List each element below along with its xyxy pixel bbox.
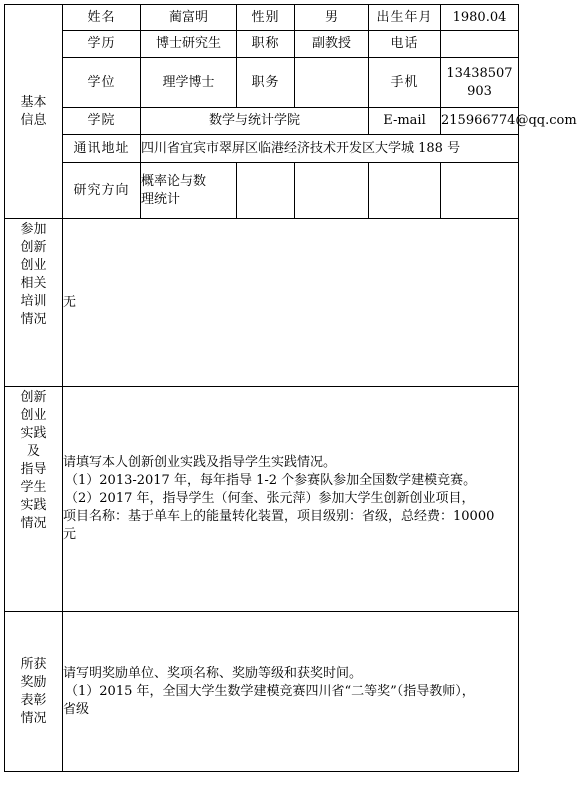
side-label-line: 创业: [20, 258, 47, 273]
awards-intro: 请写明奖励单位、奖项名称、奖励等级和获奖时间。: [63, 665, 363, 681]
side-label-line: 情况: [20, 312, 47, 327]
degree-label: 学位: [63, 58, 141, 108]
empty-cell: [295, 163, 369, 219]
gender-label: 性别: [237, 5, 295, 31]
row-degree: [5, 58, 519, 108]
research-label: 研究方向: [63, 163, 141, 219]
side-label-line: 基本: [20, 94, 47, 110]
birth-value: 1980.04: [441, 5, 519, 31]
side-label-line: 指导: [20, 462, 47, 477]
title-value: 副教授: [295, 31, 369, 58]
side-label-line: 创业: [20, 408, 47, 423]
title-label: 职称: [237, 31, 295, 58]
side-label-line: 奖励: [20, 674, 47, 690]
awards-section-label: [5, 612, 63, 772]
side-label-line: 学生: [20, 480, 47, 495]
phone-label: 电话: [369, 31, 441, 58]
practice-item-2-line-3: 元: [63, 527, 77, 542]
research-value: [141, 163, 237, 219]
email-value: 215966774@qq.com: [441, 108, 519, 135]
degree-value: 理学博士: [141, 58, 237, 108]
row-research: [5, 163, 519, 219]
practice-item-1: （1）2013-2017 年，每年指导 1-2 个参赛队参加全国数学建模竞赛。: [65, 473, 477, 488]
row-name: [5, 5, 519, 31]
address-label: 通讯地址: [63, 135, 141, 163]
side-label-line: 培训: [20, 294, 47, 309]
phone-value: [441, 31, 519, 58]
mobile-value-line-1: 13438507: [446, 65, 513, 81]
side-label-line: 所获: [20, 656, 47, 672]
college-label: 学院: [63, 108, 141, 135]
practice-section-label: [5, 387, 63, 612]
awards-item-1-line-1: （1）2015 年，全国大学生数学建模竞赛四川省“二等奖”（指导教师），: [65, 683, 475, 699]
basic-info-section-label: [5, 5, 63, 219]
empty-cell: [441, 163, 519, 219]
row-training: [5, 219, 519, 387]
row-practice: [5, 387, 519, 612]
empty-cell: [237, 163, 295, 219]
name-value: 蔺富明: [141, 5, 237, 31]
gender-value: 男: [295, 5, 369, 31]
practice-content: [63, 387, 519, 612]
row-address: [5, 135, 519, 163]
training-section-label: [5, 219, 63, 387]
side-label-line: 参加: [20, 222, 47, 237]
research-value-line-2: 理统计: [141, 191, 181, 207]
practice-item-2-line-2: 项目名称：基于单车上的能量转化装置，项目级别：省级，总经费：10000: [63, 509, 495, 524]
side-label-line: 创新: [20, 240, 47, 255]
education-value: 博士研究生: [141, 31, 237, 58]
empty-cell: [369, 163, 441, 219]
mobile-value: [441, 58, 519, 108]
side-label-line: 及: [26, 444, 40, 459]
research-value-line-1: 概率论与数: [141, 173, 207, 189]
practice-item-2-line-1: （2）2017 年，指导学生（何奎、张元萍）参加大学生创新创业项目，: [65, 491, 475, 506]
side-label-line: 信息: [20, 112, 47, 128]
mobile-label: 手机: [369, 58, 441, 108]
position-label: 职务: [237, 58, 295, 108]
row-awards: [5, 612, 519, 772]
row-education: [5, 31, 519, 58]
practice-intro: 请填写本人创新创业实践及指导学生实践情况。: [63, 455, 337, 470]
position-value: [295, 58, 369, 108]
side-label-line: 实践: [20, 498, 47, 513]
college-value: 数学与统计学院: [141, 108, 369, 135]
row-college: [5, 108, 519, 135]
education-label: 学历: [63, 31, 141, 58]
name-label: 姓名: [63, 5, 141, 31]
side-label-line: 相关: [20, 276, 47, 291]
training-content: 无: [63, 219, 519, 387]
email-label: E-mail: [369, 108, 441, 135]
address-value: 四川省宜宾市翠屏区临港经济技术开发区大学城 188 号: [141, 135, 519, 163]
side-label-line: 情况: [20, 710, 47, 726]
birth-label: 出生年月: [369, 5, 441, 31]
side-label-line: 实践: [20, 426, 47, 441]
info-form-table: [4, 4, 577, 772]
side-label-line: 情况: [20, 516, 47, 531]
side-label-line: 创新: [20, 390, 47, 405]
mobile-value-line-2: 903: [467, 83, 492, 99]
side-label-line: 表彰: [20, 692, 47, 708]
awards-content: [63, 612, 519, 772]
awards-item-1-line-2: 省级: [63, 701, 90, 717]
